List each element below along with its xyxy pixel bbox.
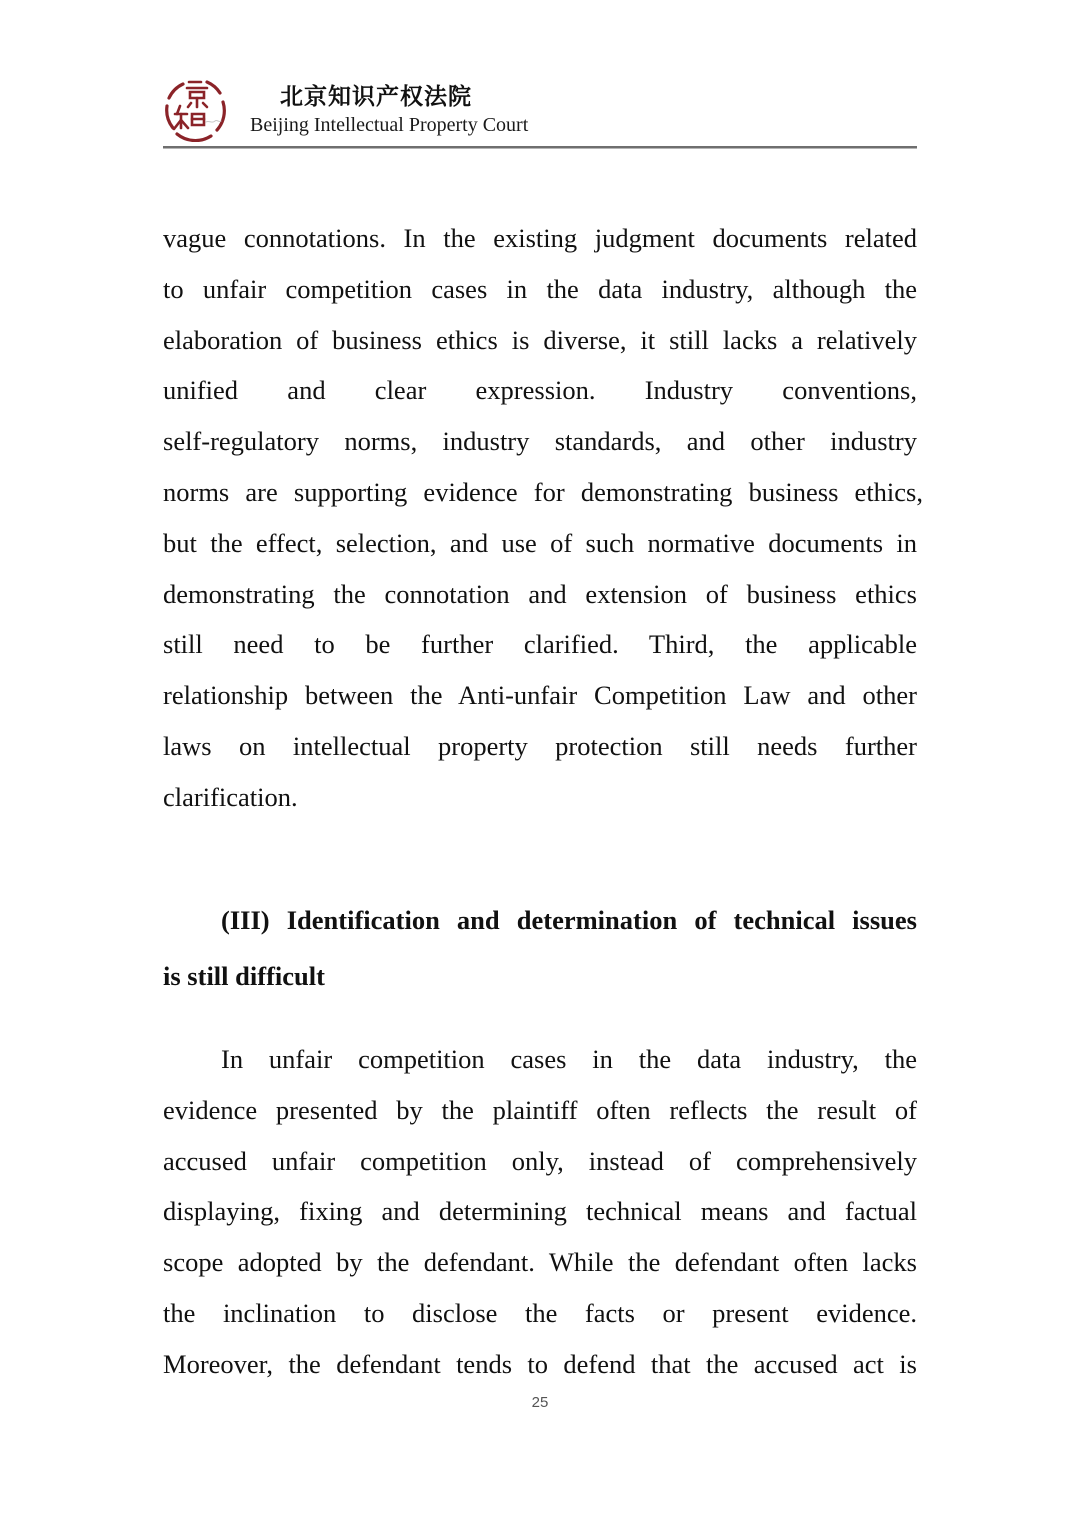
- text-line: evidence presented by the plaintiff often reflects the result of: [163, 1095, 917, 1125]
- text-line: laws on intellectual property protection still needs further: [163, 731, 917, 761]
- text-line: vague connotations. In the existing judgment documents related: [163, 223, 917, 253]
- org-name-chinese: 北京知识产权法院: [280, 84, 472, 110]
- text-line: unified and clear expression. Industry conventions,: [163, 375, 917, 405]
- text-line: elaboration of business ethics is diverse, it still lacks a relatively: [163, 325, 917, 355]
- page-header: [0, 0, 1080, 160]
- header-divider: [163, 146, 917, 149]
- text-line: demonstrating the connotation and extension of business ethics: [163, 579, 917, 609]
- text-line: still need to be further clarified. Third, the applicable: [163, 629, 917, 659]
- text-line: displaying, fixing and determining technical means and factual: [163, 1196, 917, 1226]
- page-number: 25: [531, 1394, 549, 1411]
- text-line: accused unfair competition only, instead of comprehensively: [163, 1146, 917, 1176]
- text-line: In unfair competition cases in the data industry, the: [221, 1044, 917, 1074]
- court-seal-icon: [163, 76, 227, 142]
- heading-line: is still difficult: [163, 961, 325, 991]
- text-line: but the effect, selection, and use of such normative documents in: [163, 528, 917, 558]
- heading-line: (III) Identification and determination of technical issues: [221, 905, 917, 935]
- text-line: self-regulatory norms, industry standards, and other industry: [163, 426, 917, 456]
- text-line: norms are supporting evidence for demonstrating business ethics,: [163, 477, 923, 507]
- text-line: to unfair competition cases in the data industry, although the: [163, 274, 917, 304]
- org-name-english: Beijing Intellectual Property Court: [250, 114, 529, 136]
- text-line: scope adopted by the defendant. While the defendant often lacks: [163, 1247, 917, 1277]
- text-line: clarification.: [163, 782, 298, 812]
- text-line: relationship between the Anti-unfair Competition Law and other: [163, 680, 917, 710]
- text-line: the inclination to disclose the facts or present evidence.: [163, 1298, 917, 1328]
- text-line: Moreover, the defendant tends to defend that the accused act is: [163, 1349, 917, 1379]
